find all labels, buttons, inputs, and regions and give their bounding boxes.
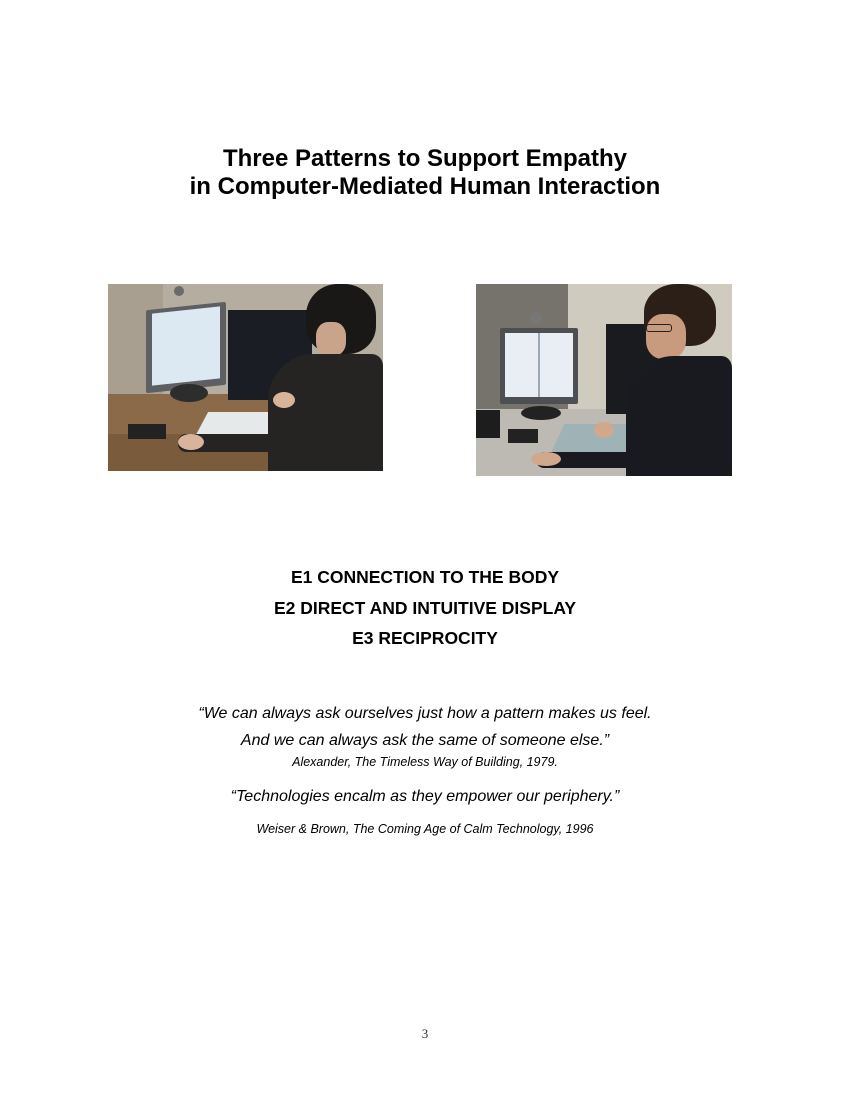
pattern-e1: E1 CONNECTION TO THE BODY	[290, 567, 560, 587]
quote-alexander-line-1: “We can always ask ourselves just how a pattern makes us feel.	[198, 705, 652, 722]
document-title	[0, 145, 850, 201]
citation-weiser-brown: Weiser & Brown, The Coming Age of Calm Technology, 1996	[256, 822, 594, 836]
pattern-e2: E2 DIRECT AND INTUITIVE DISPLAY	[273, 597, 577, 618]
pattern-list	[0, 566, 850, 658]
page-number: 3	[421, 1026, 429, 1041]
title-line-1: Three Patterns to Support Empathy	[222, 145, 628, 172]
citation-alexander: Alexander, The Timeless Way of Building, 1979.	[292, 755, 558, 769]
pattern-e3: E3 RECIPROCITY	[352, 628, 498, 648]
title-line-2: in Computer-Mediated Human Interaction	[189, 173, 661, 200]
photo-left	[108, 284, 383, 471]
quote-alexander-line-2: And we can always ask the same of someone else.”	[240, 732, 610, 749]
quote-alexander	[0, 700, 850, 754]
quote-weiser-brown: “Technologies encalm as they empower our periphery.”	[230, 788, 620, 805]
photo-right	[476, 284, 732, 476]
